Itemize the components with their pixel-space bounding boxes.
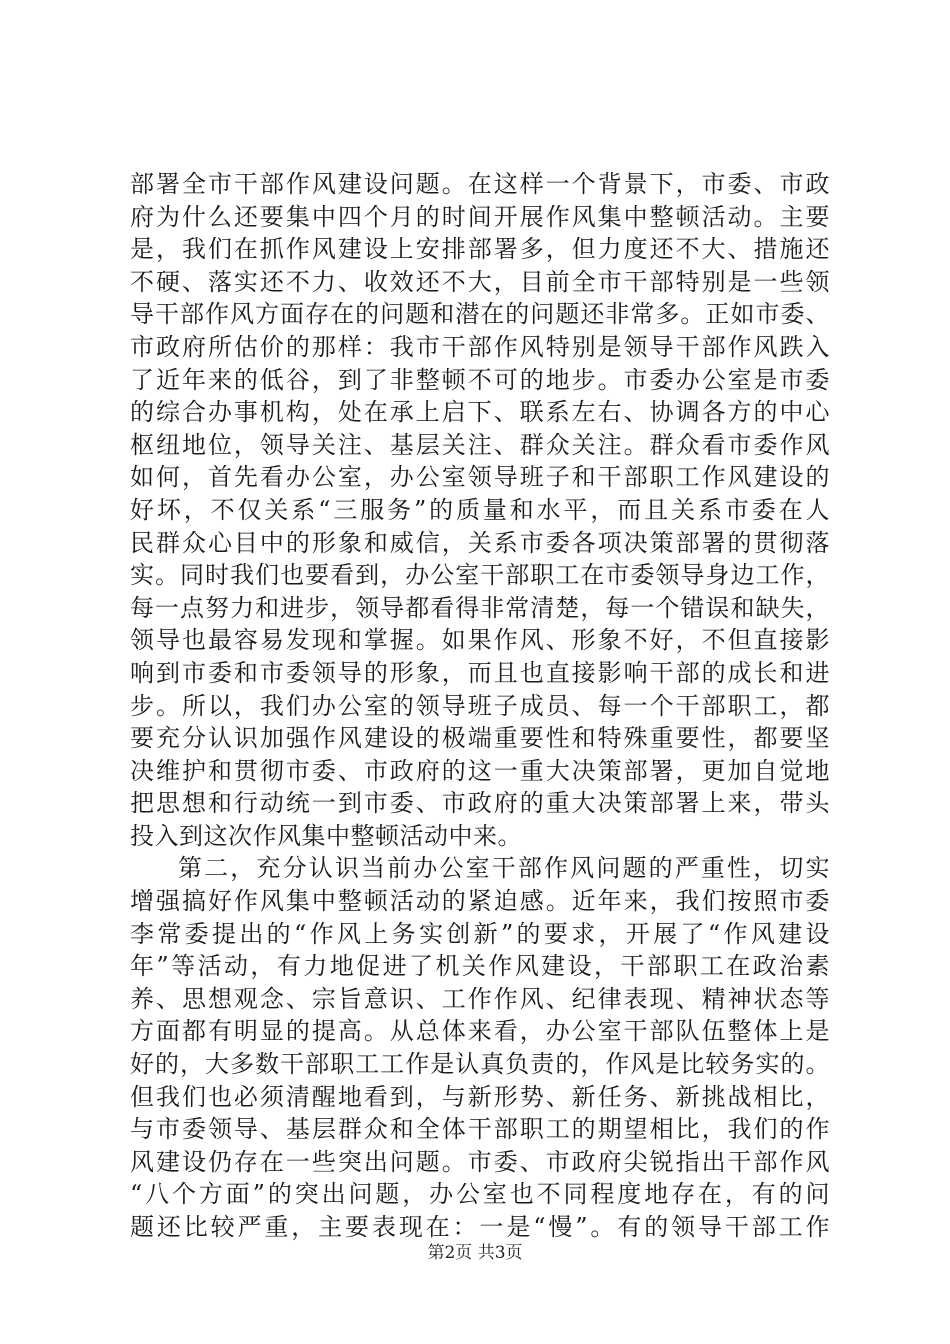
text-line: 实。同时我们也要看到，办公室干部职工在市委领导身边工作， — [130, 561, 830, 590]
text-line: 方面都有明显的提高。从总体来看，办公室干部队伍整体上是 — [130, 1017, 830, 1046]
text-line: 但我们也必须清醒地看到，与新形势、新任务、新挑战相比， — [130, 1082, 830, 1111]
page-footer: 第2页 共3页 — [427, 1243, 523, 1263]
text-line: 好坏，不仅关系“三服务”的质量和水平，而且关系市委在人 — [130, 495, 830, 524]
text-line: 投入到这次作风集中整顿活动中来。 — [130, 821, 522, 850]
text-line: 领导也最容易发现和掌握。如果作风、形象不好，不但直接影 — [130, 626, 830, 655]
text-line: “八个方面”的突出问题，办公室也不同程度地存在，有的问 — [130, 1180, 830, 1209]
text-line: 是，我们在抓作风建设上安排部署多，但力度还不大、措施还 — [130, 235, 830, 264]
text-line: 风建设仍存在一些突出问题。市委、市政府尖锐指出干部作风 — [130, 1147, 830, 1176]
text-line: 养、思想观念、宗旨意识、工作作风、纪律表现、精神状态等 — [130, 984, 830, 1013]
text-line: 的综合办事机构，处在承上启下、联系左右、协调各方的中心 — [130, 398, 830, 427]
paragraph-2 — [130, 852, 830, 1243]
text-line: 导干部作风方面存在的问题和潜在的问题还非常多。正如市委、 — [130, 300, 830, 329]
text-line: 要充分认识加强作风建设的极端重要性和特殊重要性，都要坚 — [130, 724, 830, 753]
text-line: 了近年来的低谷，到了非整顿不可的地步。市委办公室是市委 — [130, 365, 830, 394]
text-line: 把思想和行动统一到市委、市政府的重大决策部署上来，带头 — [130, 789, 830, 818]
text-line: 题还比较严重，主要表现在：一是“慢”。有的领导干部工作 — [130, 1213, 830, 1241]
text-line: 枢纽地位，领导关注、基层关注、群众关注。群众看市委作风 — [130, 430, 830, 459]
text-line: 决维护和贯彻市委、市政府的这一重大决策部署，更加自觉地 — [130, 756, 830, 785]
text-line: 响到市委和市委领导的形象，而且也直接影响干部的成长和进 — [130, 658, 830, 687]
text-line: 增强搞好作风集中整顿活动的紧迫感。近年来，我们按照市委 — [130, 887, 830, 916]
paragraph-1 — [130, 168, 830, 852]
text-line: 府为什么还要集中四个月的时间开展作风集中整顿活动。主要 — [130, 202, 830, 231]
text-line: 第二，充分认识当前办公室干部作风问题的严重性，切实 — [178, 854, 830, 883]
body-text — [130, 168, 830, 1244]
text-line: 李常委提出的“作风上务实创新”的要求，开展了“作风建设 — [130, 919, 830, 948]
text-line: 民群众心目中的形象和威信，关系市委各项决策部署的贯彻落 — [130, 528, 830, 557]
text-line: 不硬、落实还不力、收效还不大，目前全市干部特别是一些领 — [130, 267, 830, 296]
text-line: 步。所以，我们办公室的领导班子成员、每一个干部职工，都 — [130, 691, 830, 720]
text-line: 部署全市干部作风建设问题。在这样一个背景下，市委、市政 — [130, 170, 830, 198]
text-line: 与市委领导、基层群众和全体干部职工的期望相比，我们的作 — [130, 1115, 830, 1144]
text-line: 市政府所估价的那样：我市干部作风特别是领导干部作风跌入 — [130, 332, 830, 361]
text-line: 年”等活动，有力地促进了机关作风建设，干部职工在政治素 — [130, 952, 830, 981]
text-line: 如何，首先看办公室，办公室领导班子和干部职工作风建设的 — [130, 463, 830, 492]
text-line: 好的，大多数干部职工工作是认真负责的，作风是比较务实的。 — [130, 1050, 830, 1079]
text-line: 每一点努力和进步，领导都看得非常清楚，每一个错误和缺失， — [130, 593, 830, 622]
